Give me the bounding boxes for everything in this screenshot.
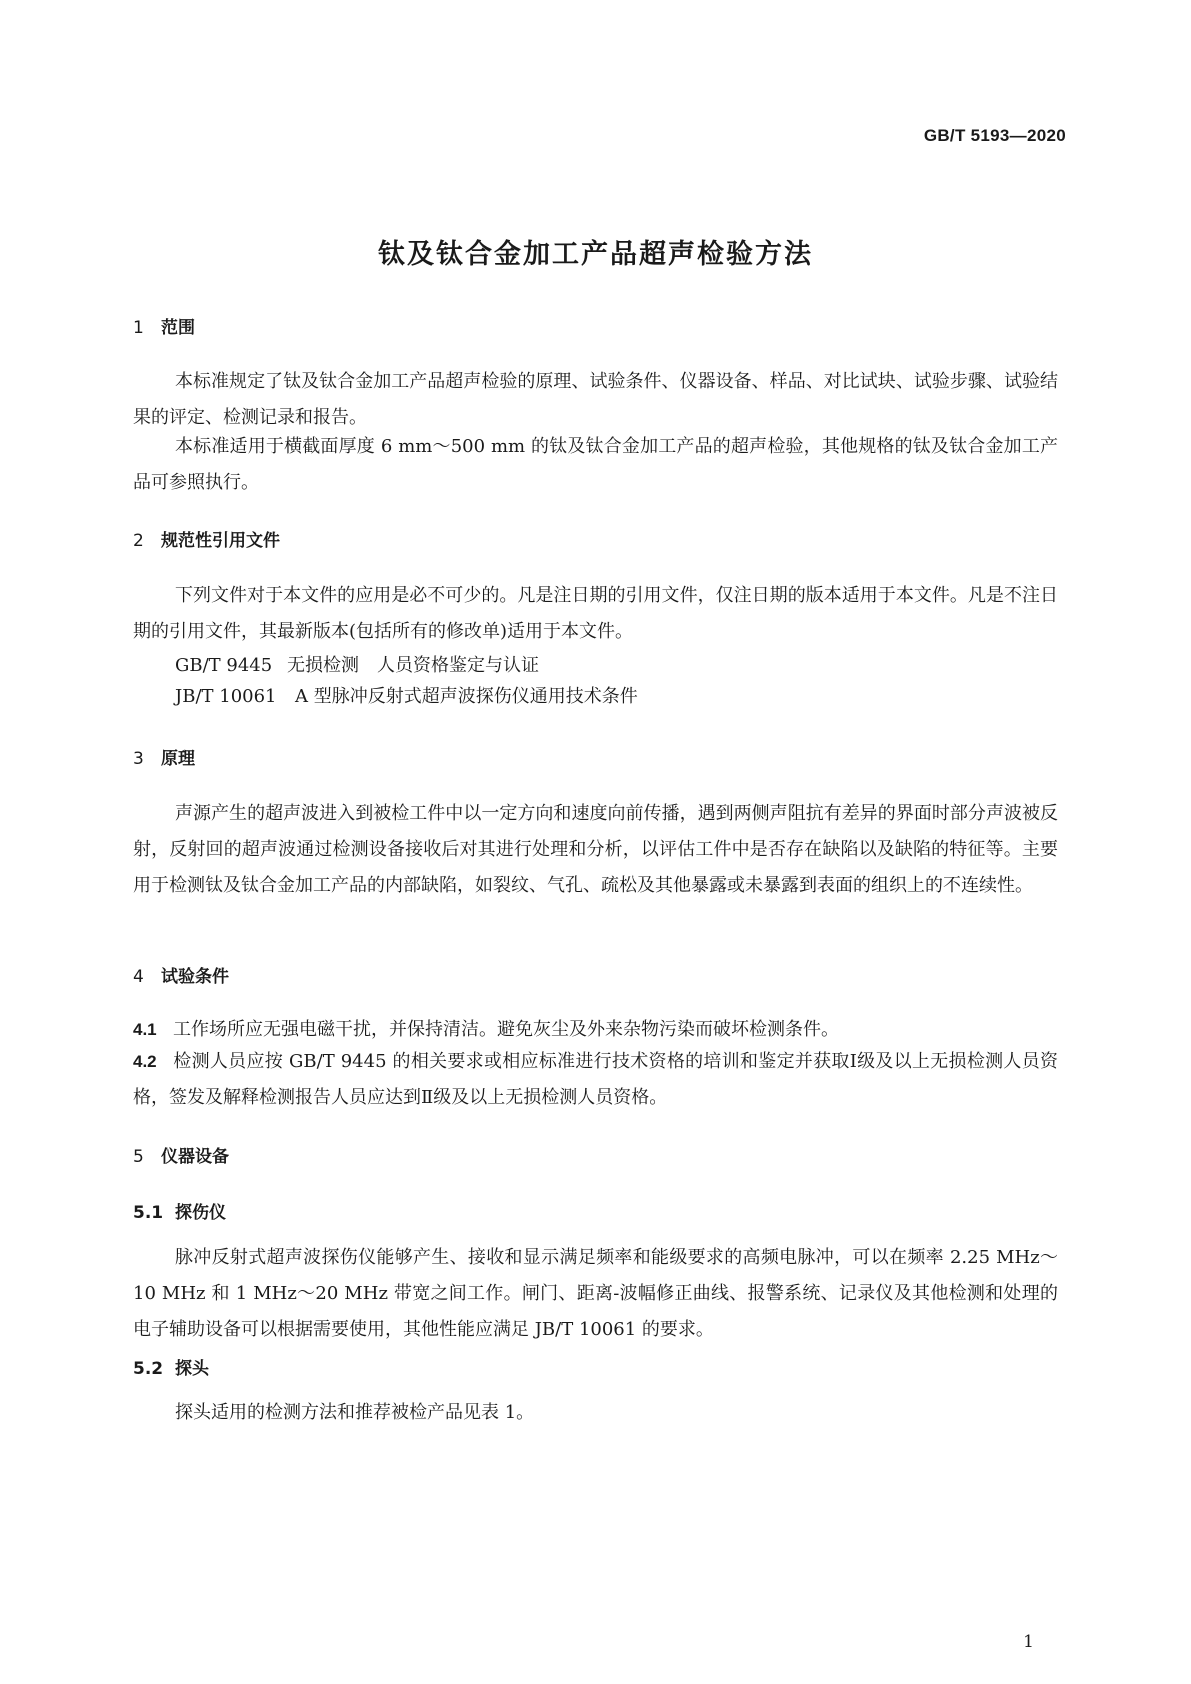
subsection-5-1-heading: [133, 1198, 226, 1223]
clause-number: 4.2: [133, 1052, 157, 1071]
section-title: 规范性引用文件: [161, 531, 280, 551]
clause-text: 工作场所应无强电磁干扰，并保持清洁。避免灰尘及外来杂物污染而破坏检测条件。: [173, 1019, 839, 1040]
page-number: 1: [1023, 1632, 1034, 1652]
paragraph: 本标准适用于横截面厚度 6 mm～500 mm 的钛及钛合金加工产品的超声检验，其他规格的钛及钛合金加工产品可参照执行。: [133, 436, 1058, 493]
paragraph: 本标准规定了钛及钛合金加工产品超声检验的原理、试验条件、仪器设备、样品、对比试块、试验步骤、试验结果的评定、检测记录和报告。: [133, 371, 1058, 428]
section-number: 4: [133, 967, 144, 987]
clause-number: 5.2: [133, 1359, 164, 1379]
paragraph: 声源产生的超声波进入到被检工件中以一定方向和速度向前传播，遇到两侧声阻抗有差异的界面时部分声波被反射，反射回的超声波通过检测设备接收后对其进行处理和分析，以评估工件中是否存在缺陷以及缺陷的特征等。主要用于检测钛及钛合金加工产品的内部缺陷，如裂纹、气孔、疏松及其他暴露或未暴露到表面的组织上的不连续性。: [133, 803, 1058, 896]
section-2-heading: [133, 526, 280, 551]
paragraph: 下列文件对于本文件的应用是必不可少的。凡是注日期的引用文件，仅注日期的版本适用于本文件。凡是不注日期的引用文件，其最新版本(包括所有的修改单)适用于本文件。: [133, 585, 1058, 642]
section-3-heading: [133, 744, 195, 769]
subsection-title: 探伤仪: [175, 1203, 226, 1223]
clause-4-2: [133, 1044, 1058, 1116]
section-title: 原理: [161, 749, 195, 769]
section-4-heading: [133, 962, 229, 987]
normative-reference: [175, 682, 638, 708]
clause-number: 5.1: [133, 1203, 164, 1223]
normative-reference: [175, 651, 539, 677]
paragraph: 脉冲反射式超声波探伤仪能够产生、接收和显示满足频率和能级要求的高频电脉冲，可以在频率 2.25 MHz～10 MHz 和 1 MHz～20 MHz 带宽之间工作。闸门、距离-波幅修正曲线、报警系统、记录仪及其他检测和处理的电子辅助设备可以根据需要使用，其他性能应满足 JB/T 10061 的要求。: [133, 1247, 1058, 1340]
reference-code: JB/T 10061: [175, 686, 277, 707]
section-title: 试验条件: [161, 967, 229, 987]
reference-code: GB/T 9445: [175, 655, 273, 676]
clause-number: 4.1: [133, 1020, 157, 1039]
document-title: 钛及钛合金加工产品超声检验方法: [378, 239, 813, 270]
clause-4-1: [133, 1012, 1058, 1048]
section-5-heading: [133, 1142, 229, 1167]
subsection-5-2-heading: [133, 1354, 209, 1379]
clause-text: 检测人员应按 GB/T 9445 的相关要求或相应标准进行技术资格的培训和鉴定并获取Ⅰ级及以上无损检测人员资格，签发及解释检测报告人员应达到Ⅱ级及以上无损检测人员资格。: [133, 1051, 1058, 1108]
reference-title: A 型脉冲反射式超声波探伤仪通用技术条件: [295, 686, 638, 707]
section-number: 3: [133, 749, 144, 769]
section-title: 范围: [161, 318, 195, 338]
section-title: 仪器设备: [161, 1147, 229, 1167]
section-number: 5: [133, 1147, 144, 1167]
section-1-heading: [133, 313, 195, 338]
paragraph: 探头适用的检测方法和推荐被检产品见表 1。: [175, 1402, 535, 1423]
section-number: 2: [133, 531, 144, 551]
section-number: 1: [133, 318, 144, 338]
subsection-title: 探头: [175, 1359, 209, 1379]
reference-title: 无损检测 人员资格鉴定与认证: [287, 655, 539, 676]
standard-code: GB/T 5193—2020: [923, 126, 1066, 145]
